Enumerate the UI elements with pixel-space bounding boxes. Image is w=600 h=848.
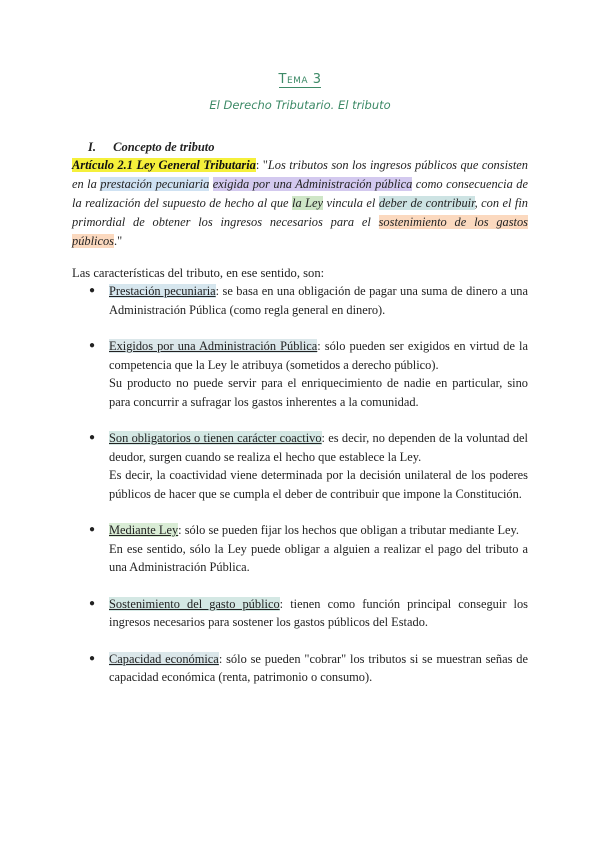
- quote-open: ": [262, 158, 268, 172]
- item-extra: Es decir, la coactividad viene determinada por la decisión unilateral de los poderes públicos de hacer que se cumpla el deber de contribuir que impone la Constitución.: [109, 468, 528, 501]
- section-number: I.: [88, 140, 96, 154]
- highlight-ley: la Ley: [292, 196, 323, 210]
- item-extra: En ese sentido, sólo la Ley puede obligar a alguien a realizar el pago del tributo a una Administración Pública.: [109, 541, 528, 574]
- quote-part-1: Los tributos son los ingresos públicos que consisten en la: [72, 158, 528, 191]
- item-term: Capacidad económica: [109, 651, 219, 666]
- item-term: Sostenimiento del gasto público: [109, 596, 280, 611]
- item-text: : sólo pueden ser exigidos en virtud de la competencia que la Ley le atribuya (sometidos a derecho público).: [109, 339, 529, 372]
- item-term: Prestación pecuniaria: [109, 284, 216, 298]
- bullet-icon: ●: [89, 285, 96, 296]
- section-title: Concepto de tributo: [113, 140, 215, 154]
- item-text: : tienen como función principal conseguir los ingresos necesarios para sostener los gastos públicos del Estado.: [109, 596, 528, 629]
- item-term: Son obligatorios o tienen carácter coactivo: [109, 431, 322, 445]
- item-text: : sólo se pueden "cobrar" los tributos si se muestran señas de capacidad económica (renta, patrimonio o consumo).: [109, 651, 528, 684]
- characteristics-intro: Las características del tributo, en ese sentido, son:: [72, 266, 325, 280]
- highlight-deber: deber de contribuir: [378, 196, 475, 210]
- item-text: : es decir, no dependen de la voluntad del deudor, surgen cuando se realiza el hecho que establece la Ley.: [109, 431, 528, 464]
- quote-part-5: , con el fin primordial de obtener los ingresos necesarios para el: [72, 196, 528, 229]
- bullet-icon: ●: [89, 597, 96, 609]
- quote-part-4: vincula el: [323, 196, 379, 210]
- tema-heading-text: Tema 3: [278, 72, 322, 87]
- characteristics-list: [72, 282, 528, 705]
- list-item: [72, 521, 528, 577]
- highlight-prestacion: prestación pecuniaria: [100, 177, 210, 191]
- item-term: Mediante Ley: [109, 523, 179, 537]
- bullet-icon: ●: [89, 340, 96, 351]
- bullet-icon: ●: [89, 432, 96, 443]
- article-reference: Artículo 2.1 Ley General Tributaria: [72, 158, 256, 172]
- item-term: Exigidos por una Administración Pública: [109, 339, 318, 353]
- item-text: : sólo se pueden fijar los hechos que obligan a tributar mediante Ley.: [178, 523, 520, 537]
- bullet-icon: ●: [89, 652, 96, 664]
- list-item: [72, 595, 528, 632]
- list-item: [72, 282, 528, 319]
- quote-part-3: como consecuencia de la realización del supuesto de hecho al que: [72, 177, 528, 210]
- quote-close: .": [114, 234, 123, 248]
- list-item: [72, 650, 528, 687]
- highlight-sostenimiento: sostenimiento de los gastos públicos: [72, 215, 529, 248]
- article-colon: :: [255, 158, 263, 172]
- item-extra: Su producto no puede servir para el enriquecimiento de nadie en particular, sino para concurrir a sufragar los gastos inherentes a la comunidad.: [109, 376, 528, 409]
- section-heading: [88, 140, 215, 155]
- article-quote: [72, 156, 528, 251]
- tema-heading: [0, 72, 600, 87]
- item-text: : se basa en una obligación de pagar una suma de dinero a una Administración Pública (como regla general en dinero).: [109, 284, 528, 317]
- list-item: [72, 429, 528, 503]
- highlight-exigida: exigida por una Administración pública: [212, 177, 413, 191]
- bullet-icon: ●: [89, 524, 96, 535]
- document-subtitle: El Derecho Tributario. El tributo: [209, 98, 391, 112]
- list-item: [72, 337, 528, 411]
